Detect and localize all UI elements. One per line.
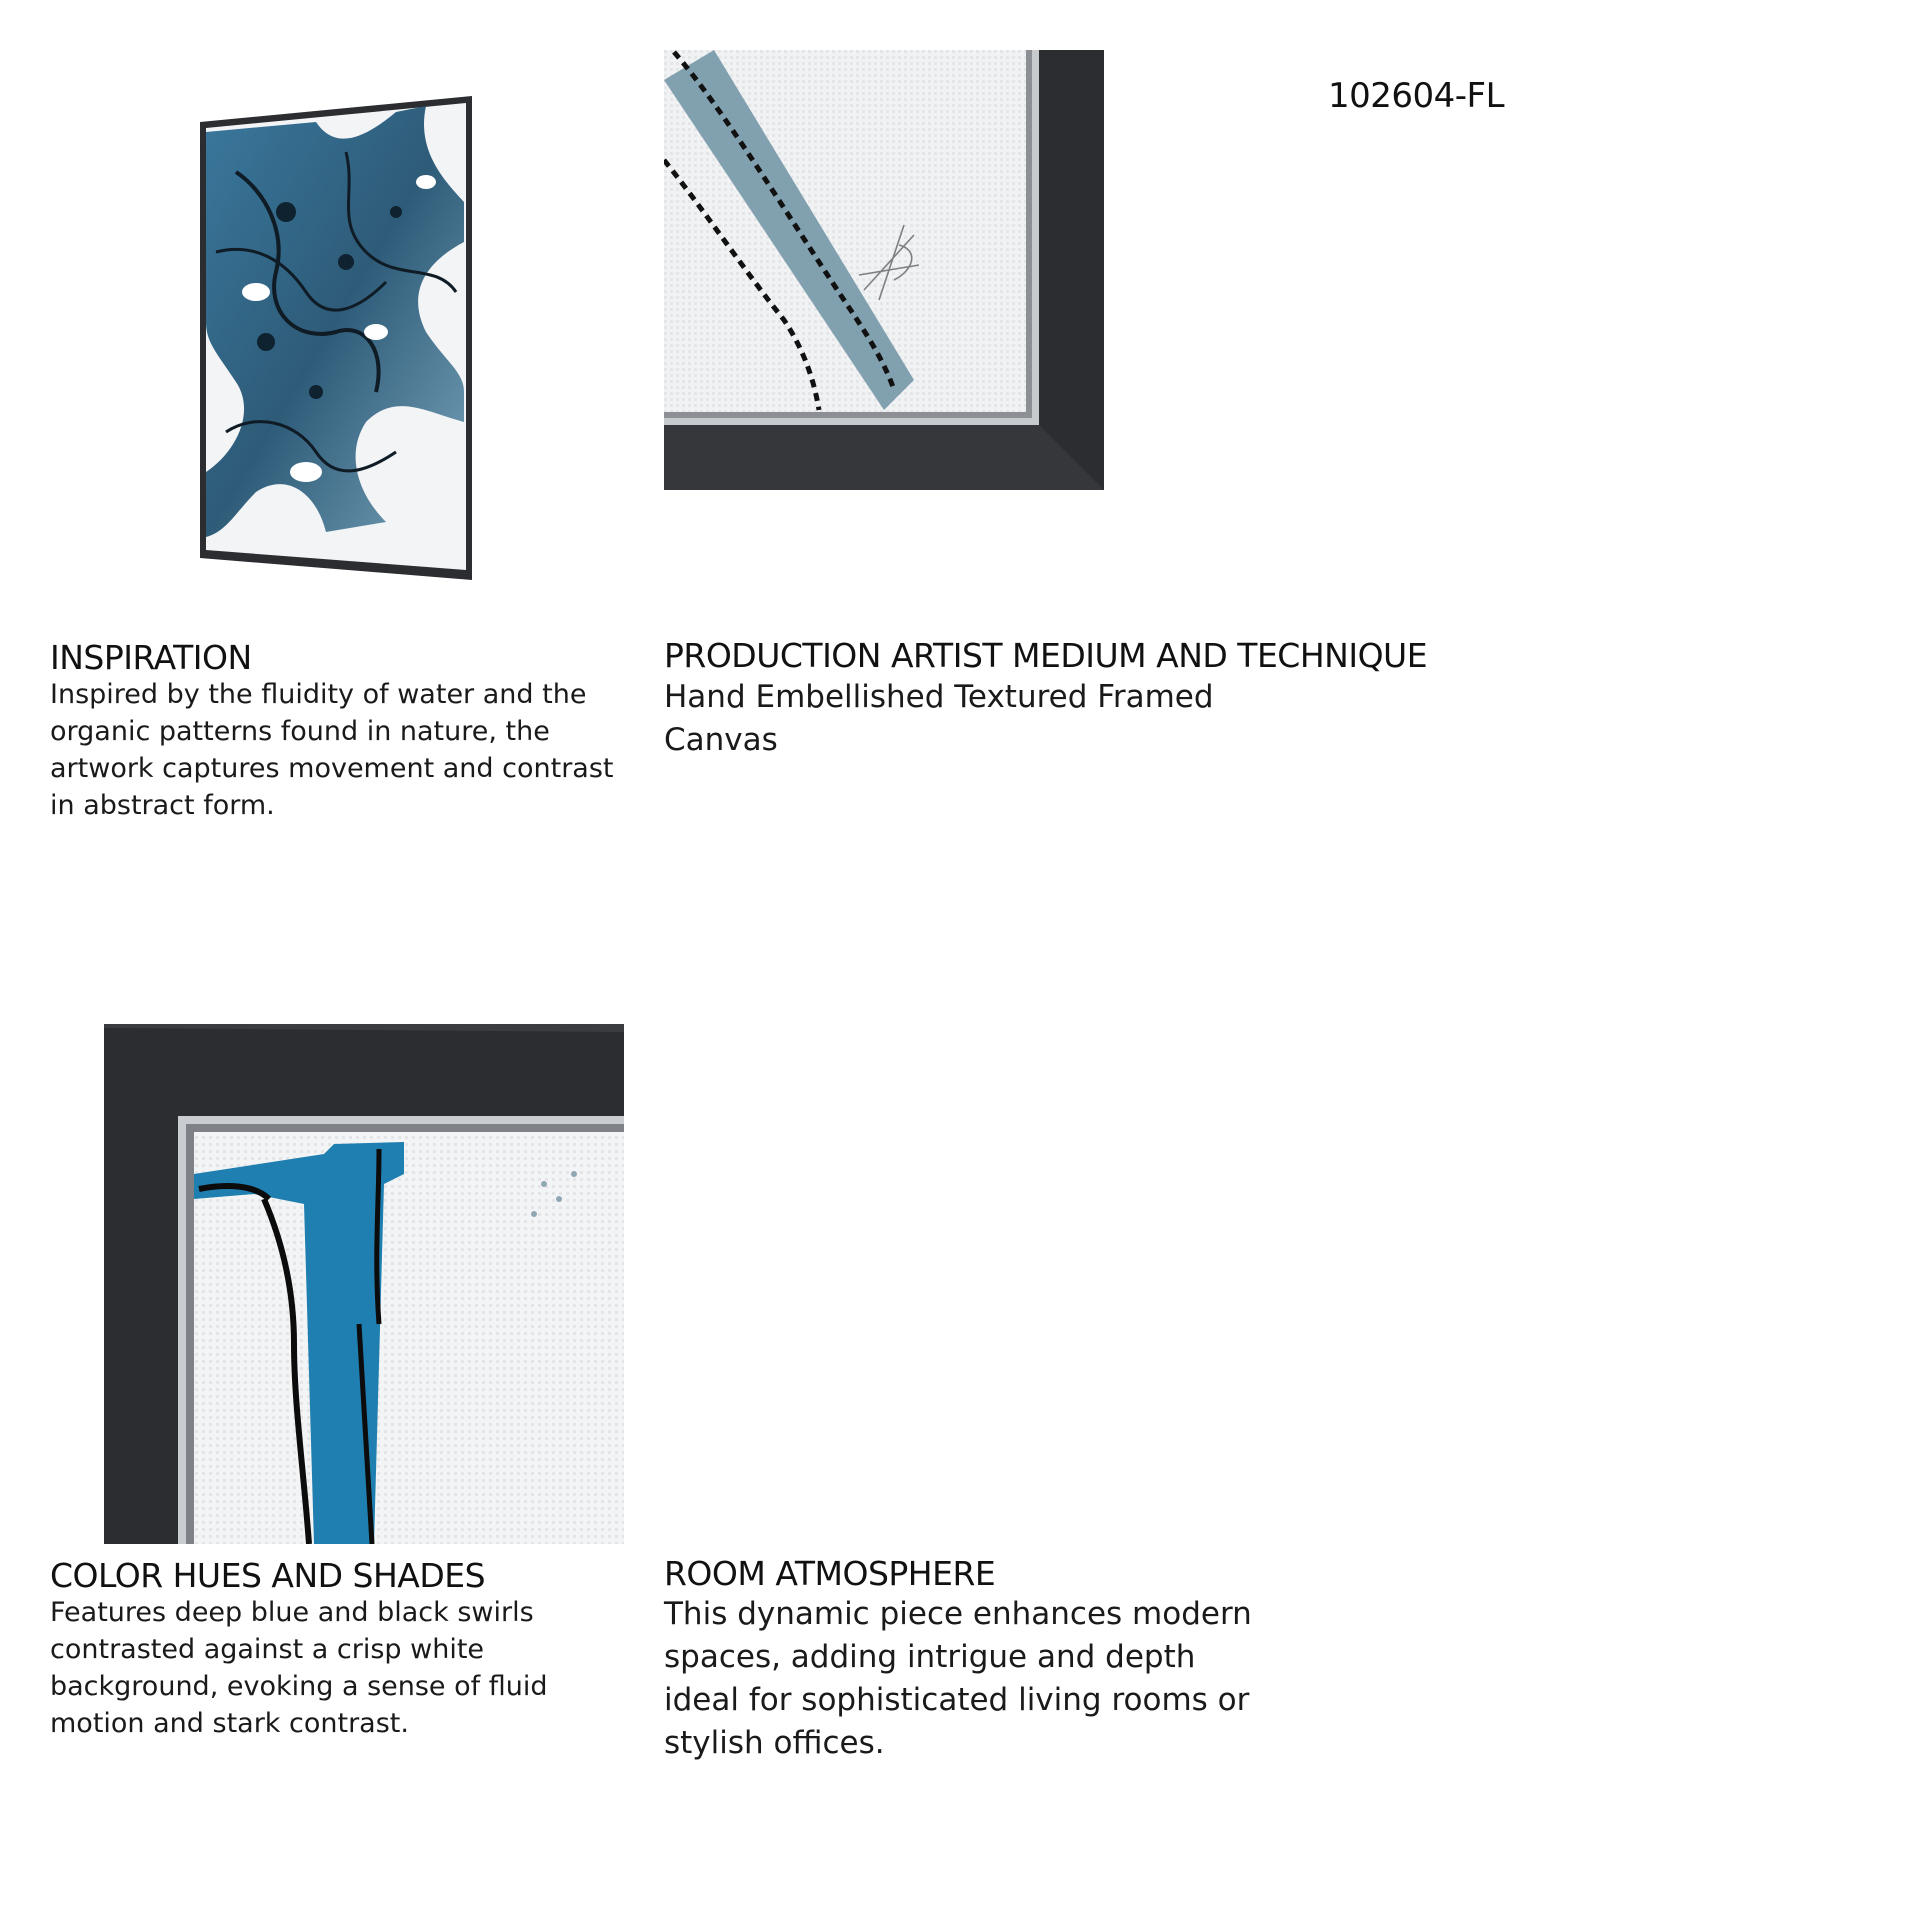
room-heading: ROOM ATMOSPHERE — [664, 1554, 996, 1593]
color-heading: COLOR HUES AND SHADES — [50, 1556, 486, 1595]
product-sku: 102604-FL — [1328, 76, 1505, 116]
production-heading: PRODUCTION ARTIST MEDIUM AND TECHNIQUE — [664, 636, 1428, 675]
color-body: Features deep blue and black swirls contrasted against a crisp white background, evoking a sense of fluid motion and stark contrast. — [50, 1597, 548, 1739]
artwork-full-image — [196, 92, 480, 582]
production-body: Hand Embellished Textured Framed Canvas — [664, 679, 1214, 758]
artwork-corner-detail-image — [664, 50, 1104, 490]
inspiration-body: Inspired by the fluidity of water and the organic patterns found in nature, the artwork captures movement and contrast in abstract form. — [50, 679, 614, 821]
inspiration-heading: INSPIRATION — [50, 638, 252, 677]
artwork-frame-detail-image — [104, 1024, 624, 1544]
room-body: This dynamic piece enhances modern spaces, adding intrigue and depth ideal for sophisticated living rooms or stylish offices. — [664, 1596, 1252, 1761]
